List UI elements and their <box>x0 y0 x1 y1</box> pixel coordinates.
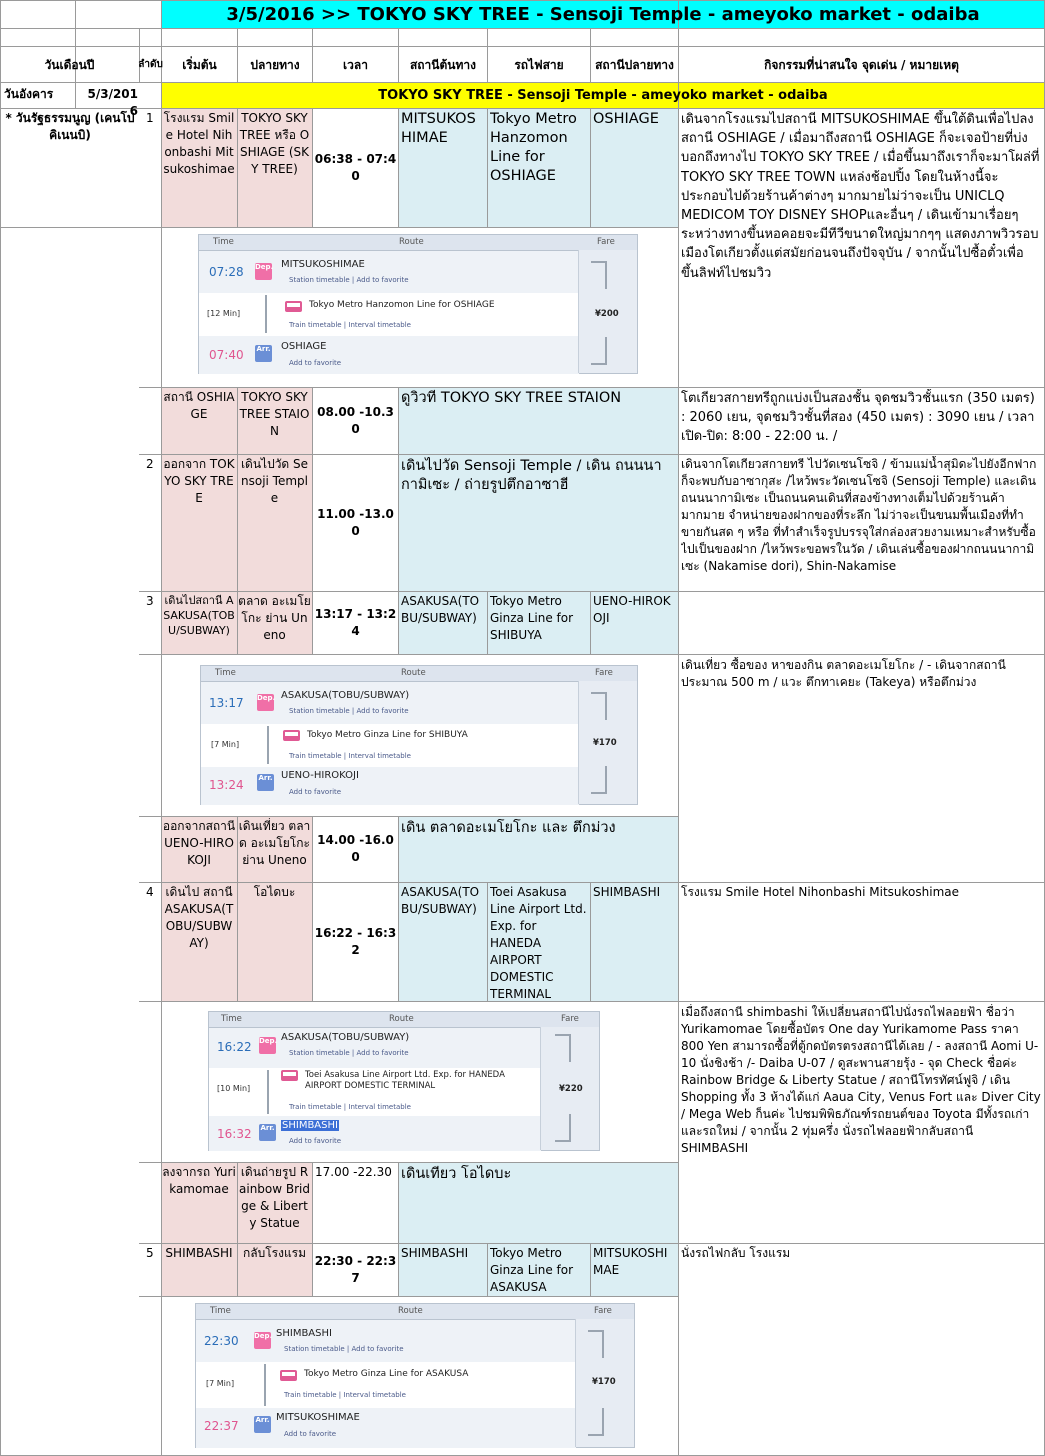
day-date: 5/3/2016 <box>87 87 138 118</box>
train-icon <box>281 1070 298 1081</box>
row1b-time: 08.00 -10.30 <box>317 404 394 436</box>
departure-badge-icon: Dep. <box>255 263 272 280</box>
row5-start: SHIMBASHI <box>165 1246 233 1260</box>
row1-start: โรงแรม Smile Hotel Nihonbashi Mitsukoshimae <box>163 111 235 176</box>
row3b-start: ออกจากสถานี UENO-HIROKOJI <box>162 819 236 867</box>
row5-note: นั่งรถไฟกลับ โรงแรม <box>681 1246 791 1260</box>
page-title: 3/5/2016 >> TOKYO SKY TREE - Sensoji Temple - ameyoko market - odaiba <box>226 4 980 25</box>
header-start: เริ่มต้น <box>182 57 217 72</box>
arr-time: 22:37 <box>204 1419 239 1433</box>
row4b-note: เมื่อถึงสถานี shimbashi ให้เปลี่ยนสถานีไปนั่งรถไฟลอยฟ้า ชื่อว่า Yurikamomae โดยซื้อบัตร One day Yurikamome Pass ราคา 800 Yen สามารถซื้อที่ตู้กดบัตรตรงสถานีได้เลย / - ลงสถานี Aomi U-10 นั่งชิงช้า /- Daiba U-07 / ดูสะพานสายรุ้ง - จุด Check ชื่อค่ะ Rainbow Bridge & Liberty Statue / สถานีโทรทัศน์ฟูจิ / เดิน Shopping ทั้ง 3 ห้างได้แก่ Aaua City, Venus Fort และ Diver City / Mega Web ก็นค่ะ ไปชมพิพิธภัณฑ์รถยนต์ของ Toyota มีทั้งรถเก่าและรถใหม่ / จากนั้น 2 ทุ่มครึ่ง นั่งรถไฟลอยฟ้ากลับสถานี SHIMBASHI <box>681 1005 1041 1155</box>
line-links[interactable]: Train timetable | Interval timetable <box>289 321 411 329</box>
arr-time: 13:24 <box>209 778 244 792</box>
dep-station[interactable]: ASAKUSA(TOBU/SUBWAY) <box>281 1032 410 1043</box>
arr-station[interactable]: OSHIAGE <box>281 341 327 352</box>
fare: ¥170 <box>593 738 617 748</box>
row3-train: Tokyo Metro Ginza Line for SHIBUYA <box>490 594 574 642</box>
row4c-desc: เดินเที่ยว โอไดบะ <box>401 1166 512 1182</box>
card-header-time: Time <box>210 1306 231 1316</box>
arr-links[interactable]: Add to favorite <box>289 788 342 796</box>
row3b-time: 14.00 -16.00 <box>317 833 394 864</box>
row1-time: 06:38 - 07:40 <box>314 151 397 183</box>
row1-origin: MITSUKOSHIMAE <box>401 111 476 146</box>
row4-to: SHIMBASHI <box>593 885 661 899</box>
header-dest-station: สถานีปลายทาง <box>595 57 674 72</box>
row2-time: 11.00 -13.00 <box>317 506 394 538</box>
header-train: รถไฟสาย <box>514 57 564 72</box>
card-header-time: Time <box>213 237 234 247</box>
dep-station[interactable]: SHIMBASHI <box>276 1328 332 1339</box>
line-name[interactable]: Tokyo Metro Ginza Line for SHIBUYA <box>307 730 468 740</box>
header-date: วันเดือนปี <box>44 57 95 72</box>
row4-note: โรงแรม Smile Hotel Nihonbashi Mitsukoshimae <box>681 885 959 899</box>
row1-note: เดินจากโรงแรมไปสถานี MITSUKOSHIMAE ขึ้นใต้ดินเพื่อไปลงสถานี OSHIAGE / เมื่อมาถึงสถานี OSHIAGE ก็จะเจอป้ายที่บ่งบอกถึงทางไป TOKYO SKY TREE / เมื่อขึ้นมาถึงเราก็จะมาโผล่ที่ TOKYO SKY TREE TOWN แหล่งช้อปปิ้ง โดยในห้างนี้จะประกอบไปด้วยร้านค้าต่างๆ มากมายไม่ว่าจะเป็น UNICLQ MEDICOM TOY DISNEY SHOPและอื่นๆ / เดินเข้ามาเรื่อยๆระหว่างทางขึ้นหอคอยจะมีทีวีขนาดใหญ่มากๆๆ แสดงภาพวิวรอบเมืองโตเกียวตั้งแต่สมัยก่อนจนถึงปัจจุบัน / จากนั้นไปซื้อตั๋วเพื่อขึ้นลิฟท์ไปชมวิว <box>681 112 1040 281</box>
row4-origin: ASAKUSA(TOBU/SUBWAY) <box>401 885 480 916</box>
row1b-note: โตเกียวสกายทรีถูกแบ่งเป็นสองชั้น จุดชมวิวชั้นแรก (350 เมตร) : 2060 เยน, จุดชมวิวชั้นที่สอง (450 เมตร) : 3090 เยน / เวลาเปิด-ปิด: 8:00 - 22:00 น. / <box>681 391 1035 445</box>
duration: [7 Min] <box>211 740 240 749</box>
dep-time: 22:30 <box>204 1334 239 1348</box>
arr-time: 07:40 <box>209 348 244 362</box>
row4c-time: 17.00 -22.30 <box>315 1165 392 1179</box>
row3-to: UENO-HIROKOJI <box>593 594 671 625</box>
row2-desc: เดินไปวัด Sensoji Temple / เดิน ถนนนากามิเซะ / ถ่ายรูปตึกอาซาฮี <box>401 458 662 493</box>
dep-time: 13:17 <box>209 696 244 710</box>
duration: [12 Min] <box>207 309 241 318</box>
arr-station[interactable]: SHIMBASHI <box>282 1120 338 1131</box>
dep-time: 07:28 <box>209 265 244 279</box>
route-card-2 <box>200 665 638 805</box>
dep-links[interactable]: Station timetable | Add to favorite <box>284 1345 404 1353</box>
header-activity: กิจกรรมที่น่าสนใจ จุดเด่น / หมายเหตุ <box>764 57 959 72</box>
line-name[interactable]: Toei Asakusa Line Airport Ltd. Exp. for HANEDA AIRPORT DOMESTIC TERMINAL <box>305 1070 505 1091</box>
line-links[interactable]: Train timetable | Interval timetable <box>289 752 411 760</box>
dep-station[interactable]: MITSUKOSHIMAE <box>281 259 365 270</box>
route-card-1 <box>198 234 638 374</box>
arr-links[interactable]: Add to favorite <box>289 1137 342 1145</box>
train-icon <box>285 301 302 312</box>
departure-badge-icon: Dep. <box>259 1037 276 1054</box>
dep-time: 16:22 <box>217 1040 252 1054</box>
day-title: TOKYO SKY TREE - Sensoji Temple - ameyoko market - odaiba <box>378 88 828 103</box>
row4-start: เดินไป สถานี ASAKUSA(TOBU/SUBWAY) <box>164 885 234 950</box>
header-origin-station: สถานีต้นทาง <box>409 57 477 72</box>
route-card-3 <box>208 1011 600 1151</box>
row2-dest: เดินไปวัด Sensoji Temple <box>240 457 309 505</box>
arrival-badge-icon: Arr. <box>255 345 272 362</box>
arr-time: 16:32 <box>217 1127 252 1141</box>
arrival-badge-icon: Arr. <box>257 774 274 791</box>
row4c-start: ลงจากรถ Yurikamomae <box>162 1165 236 1196</box>
row1b-desc: ดูวิวที่ TOKYO SKY TREE STAION <box>401 390 622 406</box>
arrival-badge-icon: Arr. <box>259 1124 276 1141</box>
train-icon <box>283 730 300 741</box>
row1-no: 1 <box>146 111 154 125</box>
route-card-4 <box>195 1303 635 1448</box>
row3-no: 3 <box>146 594 154 608</box>
row3-note: เดินเที่ยว ซื้อของ หาของกิน ตลาดอะเมโยโกะ / - เดินจากสถานีประมาณ 500 m / แวะ ตึกทาเคยะ (Takeya) หรือตึกม่วง <box>681 658 1006 689</box>
row5-to: MITSUKOSHIMAE <box>593 1246 668 1277</box>
row1b-dest: TOKYO SKY TREE STAION <box>239 390 310 438</box>
line-name[interactable]: Tokyo Metro Hanzomon Line for OSHIAGE <box>309 300 495 310</box>
dep-links[interactable]: Station timetable | Add to favorite <box>289 1049 409 1057</box>
card-header-time: Time <box>215 668 236 678</box>
departure-badge-icon: Dep. <box>254 1332 271 1349</box>
fare: ¥200 <box>595 309 619 319</box>
dep-links[interactable]: Station timetable | Add to favorite <box>289 276 409 284</box>
row1-dest: TOKYO SKY TREE หรือ OSHIAGE (SKY TREE) <box>239 111 310 176</box>
row4-dest: โอไดบะ <box>253 885 296 899</box>
card-header-fare: Fare <box>597 237 615 247</box>
row5-dest: กลับโรงแรม <box>242 1246 307 1260</box>
arrival-badge-icon: Arr. <box>254 1416 271 1433</box>
row1-train: Tokyo Metro Hanzomon Line for OSHIAGE <box>490 111 577 184</box>
row2-no: 2 <box>146 457 154 471</box>
row3-origin: ASAKUSA(TOBU/SUBWAY) <box>401 594 480 625</box>
row3b-desc: เดิน ตลาดอะเมโยโกะ และ ตึกม่วง <box>401 820 616 836</box>
row1-to: OSHIAGE <box>593 111 659 127</box>
arr-links[interactable]: Add to favorite <box>284 1430 337 1438</box>
train-icon <box>280 1370 297 1381</box>
card-header-time: Time <box>221 1014 242 1024</box>
duration: [7 Min] <box>206 1379 235 1388</box>
arr-station[interactable]: UENO-HIROKOJI <box>281 770 359 781</box>
arr-station[interactable]: MITSUKOSHIMAE <box>276 1412 360 1423</box>
line-links[interactable]: Train timetable | Interval timetable <box>289 1103 411 1111</box>
header-no: ลำดับ <box>138 58 163 70</box>
day-weekday: วันอังคาร <box>4 87 54 101</box>
line-name[interactable]: Tokyo Metro Ginza Line for ASAKUSA <box>304 1369 469 1379</box>
row2-note: เดินจากโตเกียวสกายทรี ไปวัดเซนโซจิ / ข้ามแม่น้ำสุมิดะไปยังอีกฟากก็จะพบกับอาซากุสะ /ไหว้พระวัดเซนโซจิ (Sensoji Temple) และเดินถนนนากามิเซะ เป็นถนนคนเดินที่สองข้างทางเต็มไปด้วยร้านค้ามากมาย จำหน่ายของฝากของที่ระลึก ไม่ว่าจะเป็นขนมพื้นเมืองที่ทำขายกันสด ๆ หรือ ที่ทำสำเร็จรูปบรรจุใส่กล่องสวยงามเหมาะสำหรับซื้อไปเป็นของฝาก /ไหว้พระขอพรในวัด / เดินเล่นซื้อของฝากถนนนากามิเซะ (Nakamise dori), Shin-Nakamise <box>681 457 1037 573</box>
card-header-fare: Fare <box>594 1306 612 1316</box>
card-header-route: Route <box>399 237 424 247</box>
card-header-route: Route <box>398 1306 423 1316</box>
holiday-note: * วันรัฐธรรมนูญ (เคนโป คิเนนบิ) <box>5 111 135 142</box>
dep-links[interactable]: Station timetable | Add to favorite <box>289 707 409 715</box>
arr-links[interactable]: Add to favorite <box>289 359 342 367</box>
card-header-route: Route <box>389 1014 414 1024</box>
departure-badge-icon: Dep. <box>257 694 274 711</box>
card-header-route: Route <box>401 668 426 678</box>
duration: [10 Min] <box>217 1084 251 1093</box>
row2-start: ออกจาก TOKYO SKY TREE <box>163 457 235 505</box>
row5-origin: SHIMBASHI <box>401 1246 469 1260</box>
row4-time: 16:22 - 16:32 <box>314 925 397 957</box>
row5-no: 5 <box>146 1246 154 1260</box>
row5-train: Tokyo Metro Ginza Line for ASAKUSA <box>490 1246 574 1294</box>
row3-dest: ตลาด อะเมโยโกะ ย่าน Uneno <box>238 594 311 642</box>
fare: ¥220 <box>559 1084 583 1094</box>
line-links[interactable]: Train timetable | Interval timetable <box>284 1391 406 1399</box>
row3b-dest: เดินเที่ยว ตลาด อะเมโยโกะ ย่าน Uneno <box>238 819 311 867</box>
dep-station[interactable]: ASAKUSA(TOBU/SUBWAY) <box>281 690 410 701</box>
row3-time: 13:17 - 13:24 <box>314 606 397 638</box>
header-time: เวลา <box>343 57 368 72</box>
row3-start: เดินไปสถานี ASAKUSA(TOBU/SUBWAY) <box>163 594 235 637</box>
row4-no: 4 <box>146 885 154 899</box>
row4-train: Toei Asakusa Line Airport Ltd. Exp. for HANEDA AIRPORT DOMESTIC TERMINAL <box>490 885 587 1001</box>
fare: ¥170 <box>592 1377 616 1387</box>
row1b-start: สถานี OSHIAGE <box>163 390 235 421</box>
row5-time: 22:30 - 22:37 <box>314 1253 397 1285</box>
header-dest: ปลายทาง <box>250 57 300 72</box>
row4c-dest: เดินถ่ายรูป Rainbow Bridge & Liberty Statue <box>239 1165 310 1230</box>
card-header-fare: Fare <box>561 1014 579 1024</box>
card-header-fare: Fare <box>595 668 613 678</box>
